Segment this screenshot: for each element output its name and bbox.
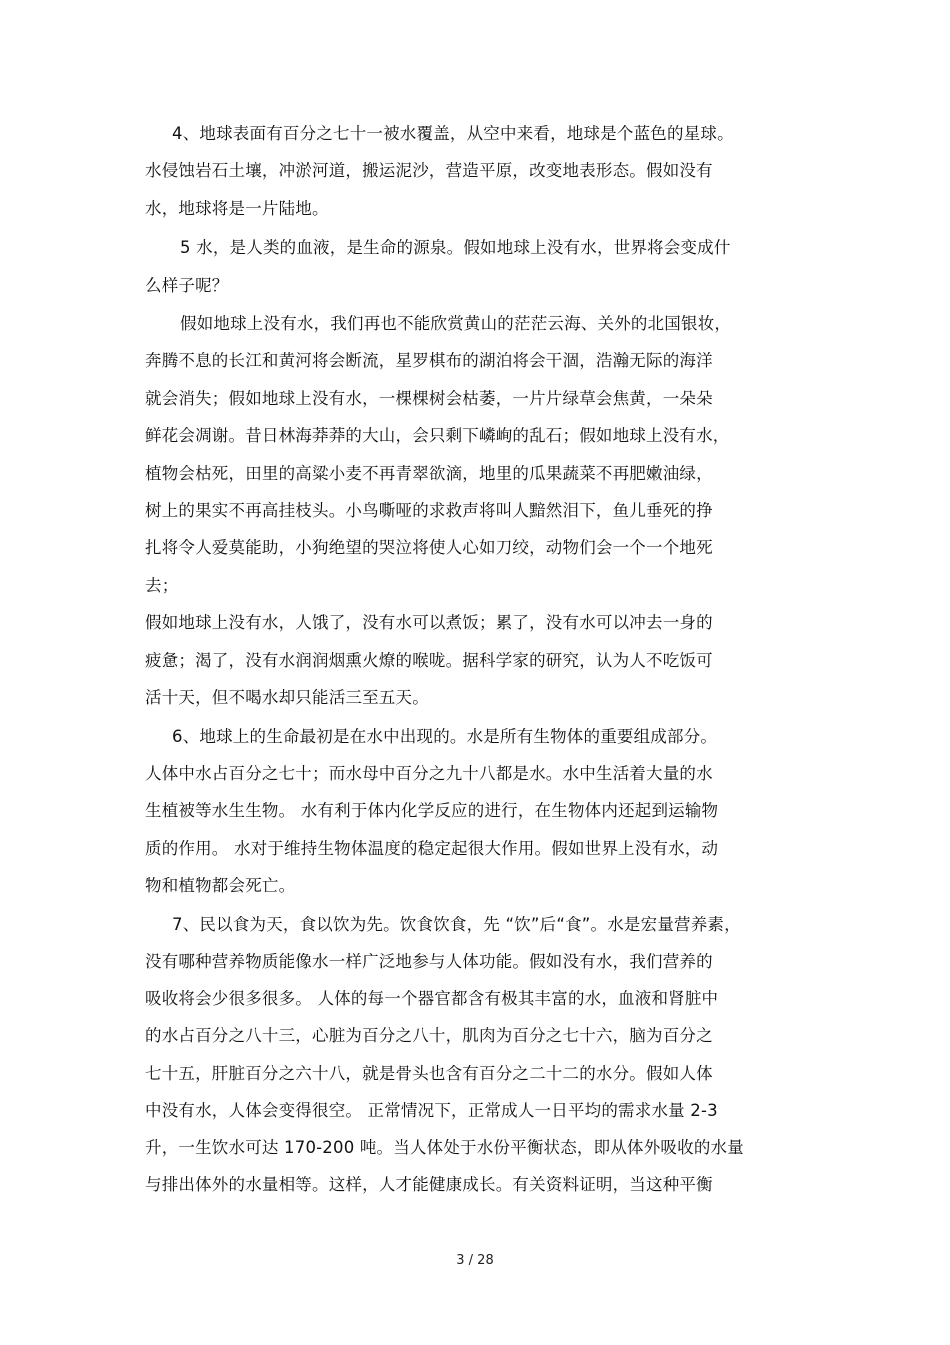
text-line: 水，地球将是一片陆地。 — [145, 199, 329, 218]
text-line: 与排出体外的水量相等。这样，人才能健康成长。有关资料证明，当这种平衡 — [145, 1175, 713, 1194]
text-line: 水侵蚀岩石土壤，冲淤河道，搬运泥沙，营造平原，改变地表形态。假如没有 — [145, 161, 713, 180]
text-line: 人体中水占百分之七十；而水母中百分之九十八都是水。水中生活着大量的水 — [145, 764, 713, 783]
text-line: 没有哪种营养物质能像水一样广泛地参与人体功能。假如没有水，我们营养的 — [145, 952, 713, 971]
text-line: 升，一生饮水可达 170-200 吨。当人体处于水份平衡状态，即从体外吸收的水量 — [145, 1138, 744, 1157]
text-line: 物和植物都会死亡。 — [145, 876, 296, 895]
text-line: 质的作用。 水对于维持生物体温度的稳定起很大作用。假如世界上没有水，动 — [145, 839, 719, 858]
text-line: 6、地球上的生命最初是在水中出现的。水是所有生物体的重要组成部分。 — [172, 727, 718, 746]
text-line: 吸收将会少很多很多。 人体的每一个器官都含有极其丰富的水，血液和肾脏中 — [145, 989, 719, 1008]
text-line: 疲惫；渴了，没有水润润烟熏火燎的喉咙。据科学家的研究，认为人不吃饭可 — [145, 651, 713, 670]
text-line: 就会消失；假如地球上没有水，一棵棵树会枯萎，一片片绿草会焦黄，一朵朵 — [145, 389, 713, 408]
text-line: 去； — [145, 576, 179, 595]
text-line: 植物会枯死，田里的高粱小麦不再青翠欲滴，地里的瓜果蔬菜不再肥嫩油绿， — [145, 464, 713, 483]
text-line: 4、地球表面有百分之七十一被水覆盖，从空中来看，地球是个蓝色的星球。 — [172, 124, 734, 143]
text-line: 假如地球上没有水，我们再也不能欣赏黄山的茫茫云海、关外的北国银妆， — [180, 314, 732, 333]
text-line: 鲜花会凋谢。昔日林海莽莽的大山，会只剩下嶙峋的乱石；假如地球上没有水， — [145, 426, 730, 445]
text-line: 中没有水，人体会变得很空。 正常情况下，正常成人一日平均的需求水量 2-3 — [145, 1101, 718, 1120]
text-line: 生植被等水生生物。 水有利于体内化学反应的进行，在生物体内还起到运输物 — [145, 801, 719, 820]
text-line: 7、民以食为天，食以饮为先。饮食饮食，先 “饮”后“食”。水是宏量营养素， — [172, 915, 741, 934]
text-line: 的水占百分之八十三，心脏为百分之八十，肌肉为百分之七十六，脑为百分之 — [145, 1026, 713, 1045]
text-line: 扎将令人爱莫能助，小狗绝望的哭泣将使人心如刀绞，动物们会一个一个地死 — [145, 538, 713, 557]
text-line: 树上的果实不再高挂枝头。小鸟嘶哑的求救声将叫人黯然泪下，鱼儿垂死的挣 — [145, 501, 713, 520]
text-line: 奔腾不息的长江和黄河将会断流，星罗棋布的湖泊将会干涸，浩瀚无际的海洋 — [145, 351, 713, 370]
text-line: 5 水，是人类的血液，是生命的源泉。假如地球上没有水，世界将会变成什 — [180, 238, 731, 257]
text-line: 活十天，但不喝水却只能活三至五天。 — [145, 688, 429, 707]
text-line: 假如地球上没有水，人饿了，没有水可以煮饭；累了，没有水可以冲去一身的 — [145, 613, 713, 632]
text-line: 七十五，肝脏百分之六十八，就是骨头也含有百分之二十二的水分。假如人体 — [145, 1064, 713, 1083]
page-number: 3 / 28 — [456, 1253, 494, 1268]
text-line: 么样子呢？ — [145, 276, 229, 295]
